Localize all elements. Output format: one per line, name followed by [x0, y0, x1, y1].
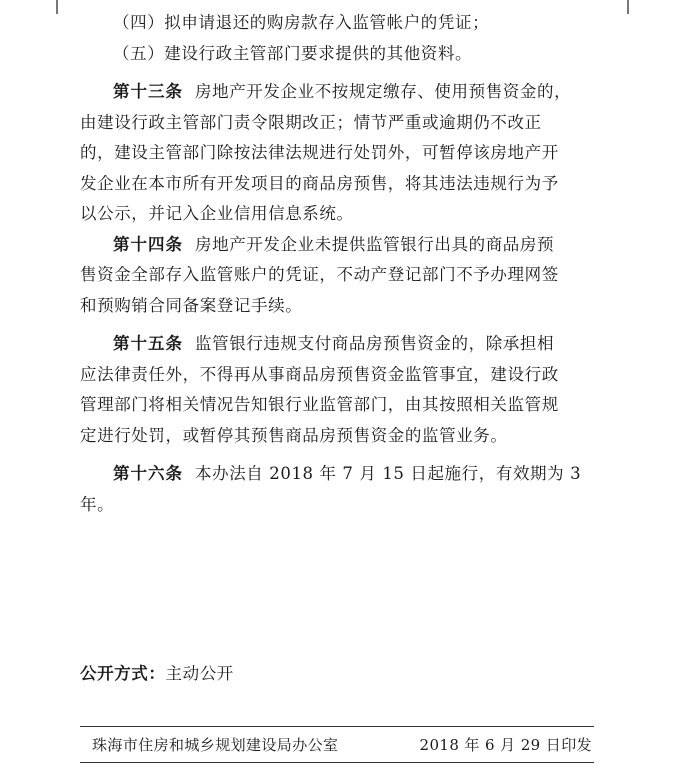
issuer: 珠海市住房和城乡规划建设局办公室 [92, 736, 339, 754]
footer-bottom-rule [80, 762, 594, 763]
article-15 [80, 329, 594, 451]
footer [92, 734, 592, 756]
list-item: （四）拟申请退还的购房款存入监管帐户的凭证； [113, 13, 490, 32]
article-text: 以公示，并记入企业信用信息系统。 [80, 204, 354, 223]
article-title: 第十四条 [113, 234, 183, 254]
article-16 [80, 459, 594, 520]
document-body [80, 8, 594, 520]
article-title: 第十三条 [113, 82, 183, 101]
article-title: 第十六条 [113, 464, 183, 483]
article-text: 年。 [80, 494, 115, 514]
article-text: 房地产开发企业未提供监管银行出具的商品房预 [195, 234, 555, 254]
article-text: 售资金全部存入监管账户的凭证，不动产登记部门不予办理网签 [80, 265, 559, 284]
article-text: 的，建设主管部门除按法律法规进行处罚外，可暂停该房地产开 [80, 143, 559, 162]
article-13 [80, 77, 594, 230]
footer-top-rule [80, 726, 594, 727]
top-border-left [56, 0, 58, 14]
publicity-label: 公开方式： [80, 664, 166, 683]
article-text: 和预购销合同备案登记手续。 [80, 295, 303, 315]
article-title: 第十五条 [113, 334, 183, 353]
article-text: 发企业在本市所有开发项目的商品房预售，将其违法违规行为予 [80, 173, 559, 193]
top-border-right [627, 0, 629, 14]
list-item: （五）建设行政主管部门要求提供的其他资料。 [113, 43, 473, 63]
issue-date: 2018 年 6 月 29 日印发 [419, 736, 592, 754]
article-14 [80, 230, 594, 322]
article-text: 管理部门将相关情况告知银行业监管部门，由其按照相关监管规 [80, 395, 559, 414]
article-text: 定进行处罚，或暂停其预售商品房预售资金的监管业务。 [80, 425, 508, 445]
publicity-method [80, 660, 234, 688]
article-text: 房地产开发企业不按规定缴存、使用预售资金的， [195, 82, 572, 101]
article-text: 由建设行政主管部门责令限期改正；情节严重或逾期仍不改正 [80, 112, 542, 132]
article-text: 应法律责任外，不得再从事商品房预售资金监管事宜，建设行政 [80, 364, 559, 384]
publicity-value: 主动公开 [165, 664, 234, 683]
article-text: 监管银行违规支付商品房预售资金的，除承担相 [195, 334, 555, 353]
article-text: 本办法自 2018 年 7 月 15 日起施行，有效期为 3 [195, 464, 582, 483]
